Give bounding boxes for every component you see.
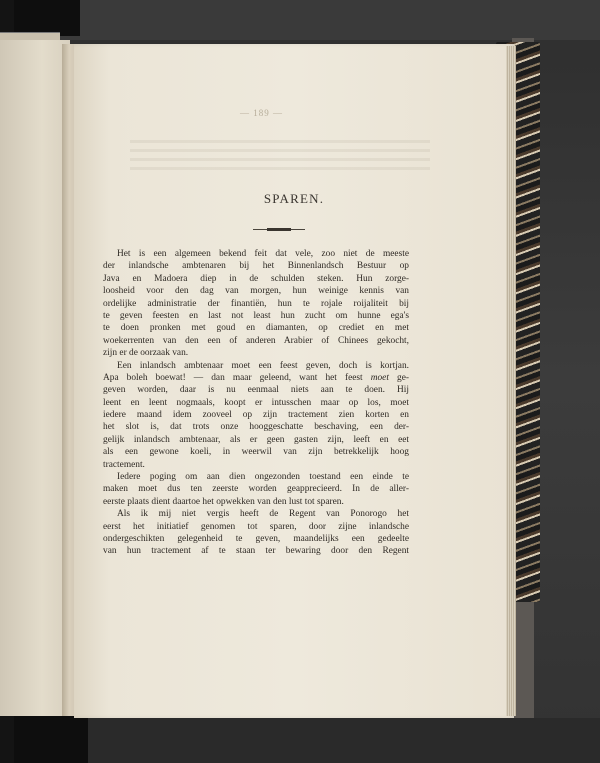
text-line: Het is een algemeen bekend feit dat vele, zoo niet de meeste bbox=[117, 249, 409, 259]
text-line: eerste plaats dient daartoe het opwekken van den lust tot sparen. bbox=[103, 496, 344, 507]
text-line: loosheid voor den dag van morgen, hun weinige kennis van bbox=[103, 286, 409, 297]
text-line: ordelijke administratie der finantiën, hun te rojale roijaliteit bij bbox=[103, 298, 409, 309]
text-line: gelijk inlandsch ambtenaar, als er geen gasten zijn, leeft en eet bbox=[103, 434, 409, 445]
left-page bbox=[0, 40, 70, 716]
text-line: der inlandsche ambtenaren bij het Binnenlandsch Bestuur op bbox=[103, 261, 409, 272]
scanner-clip-top bbox=[14, 0, 80, 36]
show-through-text bbox=[130, 140, 430, 170]
text-line: als een gewone koeli, in weerwil van zijn betrekkelijk hoog bbox=[103, 447, 409, 458]
title-rule bbox=[253, 229, 305, 230]
scanner-bottom-band bbox=[88, 718, 600, 763]
text-line: maken moet dus ten zeerste worden geapprecieerd. In de aller- bbox=[103, 484, 409, 495]
scanner-top-band bbox=[0, 0, 600, 40]
text-line: zijn er de oorzaak van. bbox=[103, 348, 189, 359]
chapter-title: SPAREN. bbox=[263, 191, 325, 206]
text-line: van hun tractement af te staan ter bewaring door den Regent bbox=[103, 546, 409, 557]
text-line: eerst het initiatief genomen tot sparen, door zijne inlandsche bbox=[103, 521, 409, 532]
text-line: leent en leent nogmaals, koopt er intusschen maar op los, moet bbox=[103, 397, 409, 408]
text-line: iedere maand idem zooveel op zijn tractement zien korten en bbox=[103, 410, 409, 421]
page-fore-edge bbox=[506, 46, 516, 716]
text-line: Apa boleh boewat! — dan maar geleend, want het feest moet ge- bbox=[103, 372, 409, 383]
page-number: — 189 — bbox=[240, 108, 283, 118]
text-line: woekerrenten van den een of anderen Arabier of Chinees gekocht, bbox=[103, 335, 409, 346]
text-line: Een inlandsch ambtenaar moet een feest geven, doch is kortjan. bbox=[117, 360, 409, 371]
text-line: ondergeschikten gelegenheid te geven, maandelijks een gedeelte bbox=[103, 533, 409, 544]
text-line: te doen pronken met goud en diamanten, op crediet en met bbox=[103, 323, 409, 334]
text-line: het slot is, dat trots onze hooggeschatte beschaving, een der- bbox=[103, 422, 409, 433]
body-text bbox=[103, 248, 409, 558]
text-line: geven worden, daar is nu eenmaal niets aan te doen. Hij bbox=[103, 385, 409, 396]
text-line: te geven feesten en last not least hun zucht om hunne ega's bbox=[103, 310, 409, 321]
text-line: tractement. bbox=[103, 459, 145, 470]
text-line: Java en Madoera diep in de schulden steken. Hun zorge- bbox=[103, 273, 409, 284]
scanner-clip-bottom bbox=[14, 712, 88, 763]
text-line: Als ik mij niet vergis heeft de Regent van Ponorogo het bbox=[117, 509, 409, 520]
text-line: Iedere poging om aan dien ongezonden toestand een einde te bbox=[117, 472, 409, 483]
